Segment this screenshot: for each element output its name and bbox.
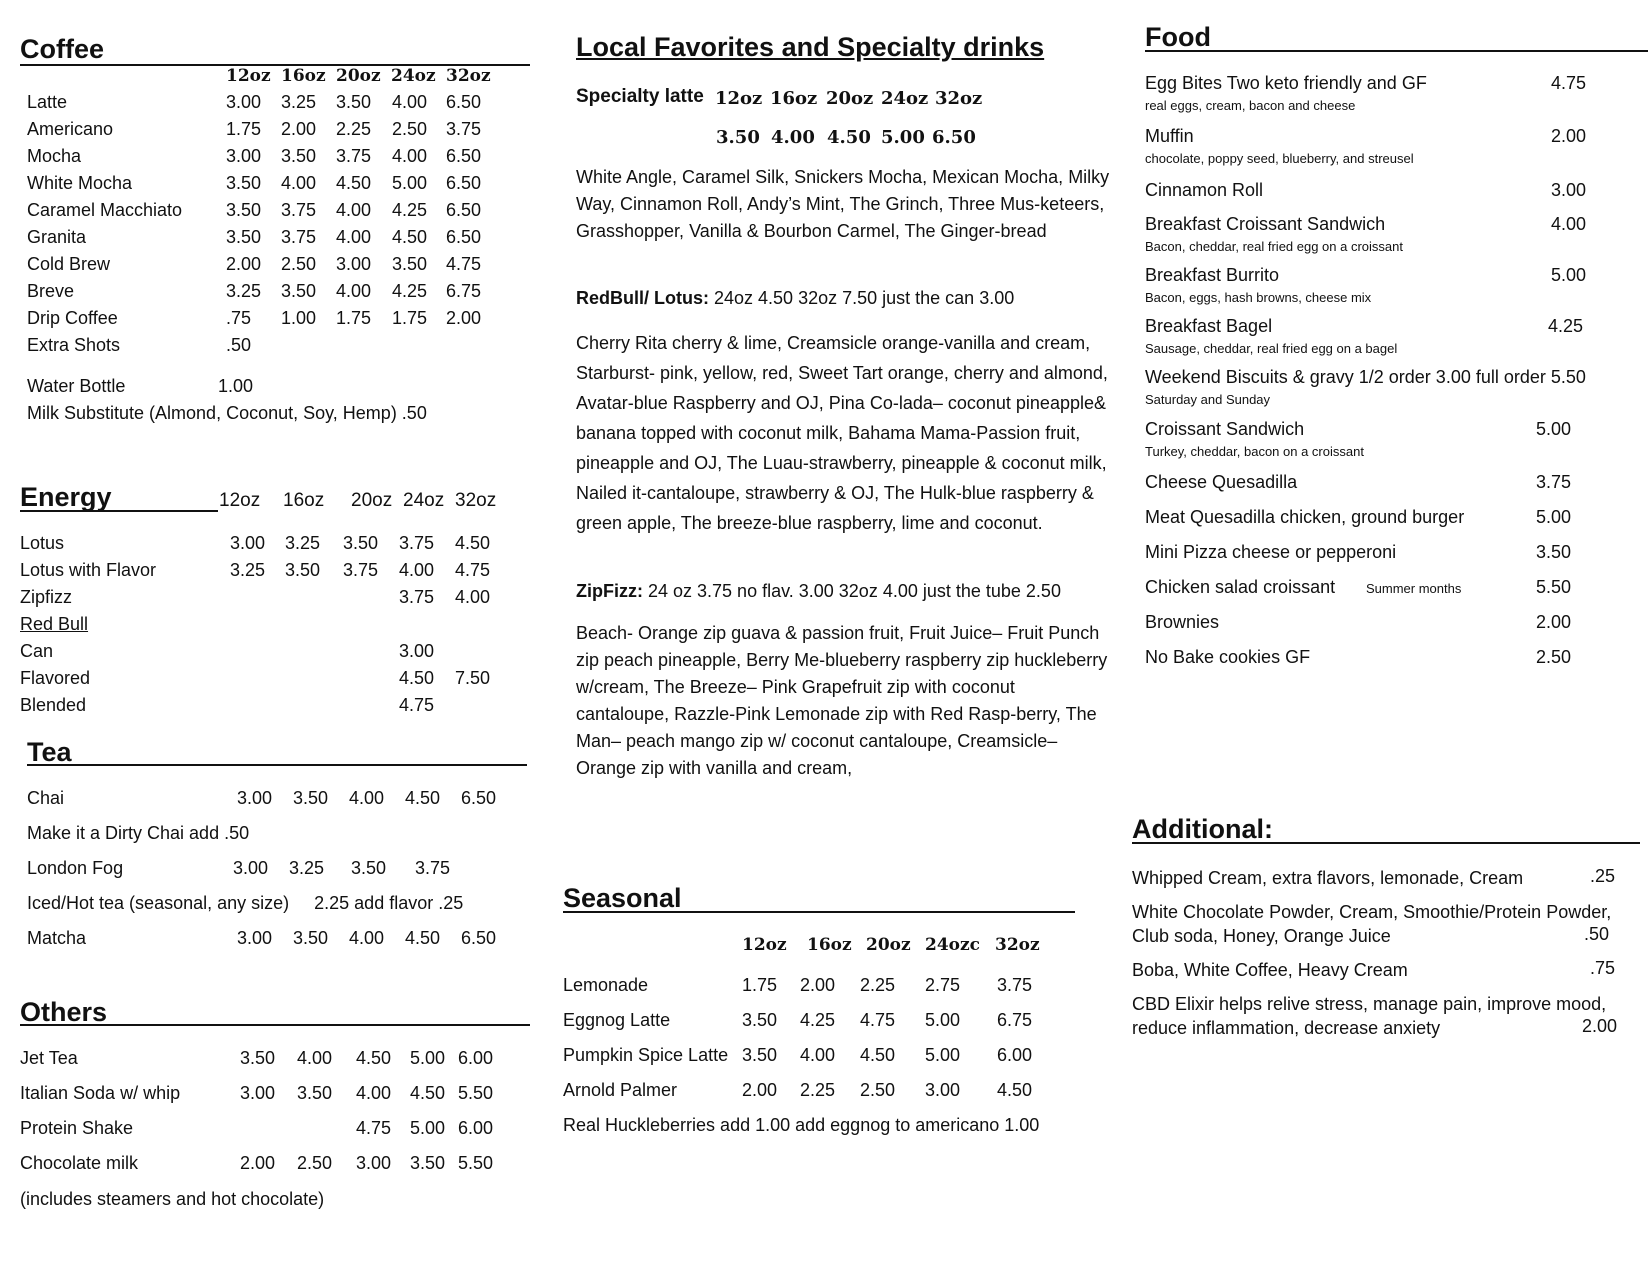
size-label: 16oz (770, 88, 818, 109)
price: 2.00 (742, 1080, 778, 1100)
item-name: Flavored (20, 668, 91, 688)
energy-rule (20, 510, 218, 512)
price: 2.00 (281, 119, 317, 139)
food-item-name: Muffin (1145, 126, 1194, 146)
size-label: 16oz (807, 935, 852, 955)
price: 4.50 (860, 1045, 896, 1065)
size-label: 20oz (351, 490, 393, 511)
size-label: 32oz (446, 66, 491, 86)
size-label: 24ozc (925, 935, 981, 955)
size-label: 12oz (715, 88, 763, 109)
additional-price: 2.00 (1582, 1016, 1618, 1036)
price: 6.50 (461, 928, 497, 948)
price: 3.25 (230, 560, 266, 580)
item-name: Caramel Macchiato (27, 200, 183, 220)
price: 2.75 (925, 975, 961, 995)
additional-price: .75 (1590, 958, 1616, 978)
price: 3.50 (226, 173, 262, 193)
item-name: Red Bull (20, 614, 89, 634)
price: 3.50 (226, 227, 262, 247)
food-item-note: Summer months (1366, 581, 1462, 596)
item-name: Lemonade (563, 975, 649, 995)
price: 4.25 (392, 281, 428, 301)
price: 3.50 (392, 254, 428, 274)
price: 3.75 (281, 227, 317, 247)
food-item-price: 5.00 (1536, 419, 1572, 439)
price: 4.50 (392, 227, 428, 247)
price: 4.00 (336, 200, 372, 220)
price: 4.00 (771, 127, 815, 148)
price: 3.50 (226, 200, 262, 220)
size-label: 24oz (403, 490, 445, 511)
price: 4.75 (446, 254, 482, 274)
price: 4.00 (349, 788, 385, 808)
tea-rule (27, 764, 527, 766)
food-item-price: 4.75 (1551, 73, 1587, 93)
price: 3.50 (281, 146, 317, 166)
food-item-name: Chicken salad croissant (1145, 577, 1336, 597)
food-heading: Food (1145, 22, 1211, 52)
others-heading: Others (20, 997, 108, 1027)
price: 1.75 (226, 119, 262, 139)
item-name: Jet Tea (20, 1048, 78, 1068)
item-name: Matcha (27, 928, 87, 948)
price: 3.75 (399, 533, 435, 553)
price: 5.00 (410, 1118, 446, 1138)
price: 3.25 (281, 92, 317, 112)
price: 4.00 (297, 1048, 333, 1068)
item-name: Americano (27, 119, 114, 139)
food-item-name: Brownies (1145, 612, 1220, 632)
price: 4.50 (405, 928, 441, 948)
price: 3.00 (237, 928, 273, 948)
price: 4.00 (349, 928, 385, 948)
price: 4.50 (356, 1048, 392, 1068)
item-name: White Mocha (27, 173, 133, 193)
price: 3.00 (240, 1083, 276, 1103)
price: 4.75 (399, 695, 435, 715)
price: 3.00 (226, 92, 262, 112)
price: 3.00 (925, 1080, 961, 1100)
price: 3.00 (230, 533, 266, 553)
price: 1.75 (336, 308, 372, 328)
price: 4.75 (356, 1118, 392, 1138)
price: 3.00 (336, 254, 372, 274)
price: 5.00 (925, 1010, 961, 1030)
price: 4.50 (410, 1083, 446, 1103)
food-item-name: Meat Quesadilla chicken, ground burger (1145, 507, 1465, 527)
price: 3.25 (289, 858, 325, 878)
price: 2.25 (800, 1080, 836, 1100)
price: 3.00 (233, 858, 269, 878)
size-label: 12oz (742, 935, 787, 955)
size-label: 20oz (866, 935, 911, 955)
price: 6.50 (446, 227, 482, 247)
zipfizz-label: ZipFizz: (576, 581, 643, 601)
price: 5.00 (392, 173, 428, 193)
price: 3.75 (343, 560, 379, 580)
price: .50 (226, 335, 252, 355)
price: 2.00 (240, 1153, 276, 1173)
redbull-line (576, 288, 1014, 309)
price: 4.00 (281, 173, 317, 193)
size-label: 24oz (391, 66, 436, 86)
food-item-price: 3.00 (1551, 180, 1587, 200)
price: 3.25 (226, 281, 262, 301)
price: 4.75 (860, 1010, 896, 1030)
size-label: 32oz (455, 490, 497, 511)
price: 6.50 (461, 788, 497, 808)
food-item-desc: Saturday and Sunday (1145, 392, 1271, 407)
price: 3.50 (716, 127, 760, 148)
milk-substitute: Milk Substitute (Almond, Coconut, Soy, Hemp) .50 (27, 403, 427, 423)
food-item-price: 2.50 (1536, 647, 1572, 667)
additional-text: CBD Elixir helps relive stress, manage pain, improve mood, reduce inflammation, decrease anxiety (1132, 994, 1607, 1038)
additional-heading: Additional: (1132, 814, 1273, 844)
item-name: Chai (27, 788, 65, 808)
price: 4.50 (336, 173, 372, 193)
price: 7.50 (455, 668, 491, 688)
coffee-heading: Coffee (20, 34, 105, 64)
price: 3.00 (226, 146, 262, 166)
food-item-price: 2.00 (1551, 126, 1587, 146)
food-item-price: 5.50 (1536, 577, 1572, 597)
energy-heading: Energy (20, 482, 112, 512)
local-heading: Local Favorites and Specialty drinks (576, 32, 1045, 62)
food-item-name: Breakfast Bagel (1145, 316, 1273, 336)
food-item-price: 5.00 (1536, 507, 1572, 527)
item-name: Blended (20, 695, 87, 715)
price: 6.00 (458, 1118, 494, 1138)
price: 4.50 (997, 1080, 1033, 1100)
food-item-name: Egg Bites Two keto friendly and GF (1145, 73, 1427, 93)
price: 4.00 (336, 281, 372, 301)
size-label: 24oz (881, 88, 929, 109)
item-name: Arnold Palmer (563, 1080, 678, 1100)
price: 3.25 (285, 533, 321, 553)
price: 4.50 (399, 668, 435, 688)
price: 2.50 (297, 1153, 333, 1173)
food-item-desc: Bacon, cheddar, real fried egg on a croissant (1145, 239, 1403, 254)
food-item-desc: real eggs, cream, bacon and cheese (1145, 98, 1356, 113)
price: 2.50 (281, 254, 317, 274)
price: 3.50 (336, 92, 372, 112)
others-rule (20, 1024, 530, 1026)
price: 3.75 (281, 200, 317, 220)
food-item-name: Cinnamon Roll (1145, 180, 1264, 200)
price: 3.50 (293, 928, 329, 948)
item-name: Can (20, 641, 54, 661)
price: 2.00 (226, 254, 262, 274)
additional-price: .50 (1584, 924, 1610, 944)
price: 3.00 (399, 641, 435, 661)
price: 3.50 (351, 858, 387, 878)
price: 6.75 (997, 1010, 1033, 1030)
price: 5.50 (458, 1083, 494, 1103)
additional-text: White Chocolate Powder, Cream, Smoothie/Protein Powder, Club soda, Honey, Orange Juice (1132, 902, 1612, 946)
price: 3.00 (356, 1153, 392, 1173)
additional-text: Whipped Cream, extra flavors, lemonade, Cream (1132, 868, 1524, 888)
price: 6.50 (446, 146, 482, 166)
water-bottle-price: 1.00 (218, 376, 254, 396)
price: 4.00 (399, 560, 435, 580)
price: 4.50 (827, 127, 871, 148)
additional-item (1132, 866, 1642, 890)
price: 1.75 (392, 308, 428, 328)
food-item-price: 2.00 (1536, 612, 1572, 632)
additional-item (1132, 992, 1642, 1040)
price: 3.50 (285, 560, 321, 580)
price: 2.50 (392, 119, 428, 139)
item-name: Zipfizz (20, 587, 73, 607)
food-item-desc: Bacon, eggs, hash browns, cheese mix (1145, 290, 1372, 305)
price: 3.75 (336, 146, 372, 166)
item-name: Mocha (27, 146, 82, 166)
price: 3.50 (410, 1153, 446, 1173)
item-name: London Fog (27, 858, 124, 878)
item-name: Cold Brew (27, 254, 111, 274)
price: 4.00 (336, 227, 372, 247)
food-rule (1145, 50, 1648, 52)
dirty-chai-note: Make it a Dirty Chai add .50 (27, 823, 250, 843)
price: 6.00 (997, 1045, 1033, 1065)
price: 6.00 (458, 1048, 494, 1068)
size-label: 16oz (281, 66, 326, 86)
price: 2.00 (446, 308, 482, 328)
food-item-name: Cheese Quesadilla (1145, 472, 1298, 492)
price: 4.00 (392, 92, 428, 112)
price: 5.00 (881, 127, 925, 148)
item-name: Chocolate milk (20, 1153, 139, 1173)
price: 6.50 (446, 173, 482, 193)
size-label: 20oz (826, 88, 874, 109)
price: 3.50 (297, 1083, 333, 1103)
price: 6.50 (446, 200, 482, 220)
price: 5.00 (925, 1045, 961, 1065)
price: 1.00 (281, 308, 317, 328)
price: .75 (226, 308, 252, 328)
tea-heading: Tea (27, 737, 72, 767)
iced-tea-note: Iced/Hot tea (seasonal, any size) 2.25 add flavor .25 (27, 893, 464, 913)
size-label: 20oz (336, 66, 381, 86)
redbull-flavors: Cherry Rita cherry & lime, Creamsicle orange-vanilla and cream, Starburst- pink, yellow, red, Sweet Tart orange, cherry and almond, Avatar-blue Raspberry and OJ, Pina Co-lada– coconut pineapple& banana topped with coconut milk, Bahama Mama-Passion fruit, pineapple and OJ, The Luau-strawberry, pineapple & coconut milk, Nailed it-cantaloupe, strawberry & OJ, The Hulk-blue raspberry & green apple, The breeze-blue raspberry, lime and coconut. (576, 333, 1108, 533)
price: 4.25 (800, 1010, 836, 1030)
price: 5.50 (458, 1153, 494, 1173)
price: 3.75 (399, 587, 435, 607)
food-item-name: Croissant Sandwich (1145, 419, 1305, 439)
price: 3.75 (446, 119, 482, 139)
item-name: Granita (27, 227, 87, 247)
item-name: Eggnog Latte (563, 1010, 671, 1030)
size-label: 12oz (226, 66, 271, 86)
specialty-latte-label: Specialty latte (576, 86, 704, 107)
food-item-price: 3.50 (1536, 542, 1572, 562)
item-name: Pumpkin Spice Latte (563, 1045, 729, 1065)
price: 2.25 (860, 975, 896, 995)
price: 2.50 (860, 1080, 896, 1100)
food-item-name: No Bake cookies GF (1145, 647, 1311, 667)
price: 3.50 (281, 281, 317, 301)
price: 5.00 (410, 1048, 446, 1068)
item-name: Extra Shots (27, 335, 121, 355)
price: 3.50 (343, 533, 379, 553)
price: 3.00 (237, 788, 273, 808)
seasonal-heading: Seasonal (563, 883, 682, 913)
food-item-desc: Sausage, cheddar, real fried egg on a bagel (1145, 341, 1398, 356)
price: 4.50 (455, 533, 491, 553)
price: 4.75 (455, 560, 491, 580)
item-name: Lotus with Flavor (20, 560, 157, 580)
seasonal-note: Real Huckleberries add 1.00 add eggnog to americano 1.00 (563, 1115, 1040, 1135)
water-bottle-label: Water Bottle (27, 376, 126, 396)
food-item-desc: chocolate, poppy seed, blueberry, and streusel (1145, 151, 1414, 166)
additional-price: .25 (1590, 866, 1616, 886)
food-item-name: Mini Pizza cheese or pepperoni (1145, 542, 1397, 562)
size-label: 32oz (995, 935, 1040, 955)
food-item-price: 3.75 (1536, 472, 1572, 492)
additional-rule (1132, 842, 1640, 844)
size-label: 32oz (935, 88, 983, 109)
specialty-flavors: White Angle, Caramel Silk, Snickers Mocha, Mexican Mocha, Milky Way, Cinnamon Roll, Andy’s Mint, The Grinch, Three Mus-keteers, Grasshopper, Vanilla & Bourbon Carmel, The Ginger-bread (576, 167, 1110, 241)
food-item-price: 4.25 (1548, 316, 1584, 336)
others-note: (includes steamers and hot chocolate) (20, 1189, 325, 1209)
additional-item (1132, 900, 1642, 948)
price: 4.00 (356, 1083, 392, 1103)
item-name: Drip Coffee (27, 308, 118, 328)
item-name: Latte (27, 92, 68, 112)
size-label: 16oz (283, 490, 325, 511)
item-name: Italian Soda w/ whip (20, 1083, 181, 1103)
price: 3.50 (293, 788, 329, 808)
price: 4.50 (405, 788, 441, 808)
redbull-label: RedBull/ Lotus: (576, 288, 709, 308)
food-item-name: Breakfast Burrito (1145, 265, 1280, 285)
price: 3.50 (240, 1048, 276, 1068)
food-item-desc: Turkey, cheddar, bacon on a croissant (1145, 444, 1364, 459)
price: 6.50 (446, 92, 482, 112)
price: 1.75 (742, 975, 778, 995)
zipfizz-flavors: Beach- Orange zip guava & passion fruit, Fruit Juice– Fruit Punch zip peach pineapple, Berry Me-blueberry raspberry zip huckleberry w/cream, The Breeze– Pink Grapefruit zip with coconut cantaloupe, Razzle-Pink Lemonade zip with Red Rasp-berry, The Man– peach mango zip w/ coconut cantaloupe, Creamsicle– Orange zip with vanilla and cream, (576, 623, 1108, 778)
seasonal-rule (563, 911, 1075, 913)
zipfizz-prices: 24 oz 3.75 no flav. 3.00 32oz 4.00 just the tube 2.50 (642, 581, 1061, 601)
redbull-prices: 24oz 4.50 32oz 7.50 just the can 3.00 (709, 288, 1015, 308)
item-name: Lotus (20, 533, 65, 553)
price: 6.75 (446, 281, 482, 301)
food-item-price: 4.00 (1551, 214, 1587, 234)
price: 2.25 (336, 119, 372, 139)
food-item-name: Breakfast Croissant Sandwich (1145, 214, 1386, 234)
price: 2.00 (800, 975, 836, 995)
size-label: 12oz (219, 490, 261, 511)
additional-item (1132, 958, 1642, 982)
zipfizz-line (576, 581, 1061, 602)
price: 3.75 (997, 975, 1033, 995)
price: 3.75 (415, 858, 451, 878)
price: 4.00 (392, 146, 428, 166)
price: 6.50 (932, 127, 976, 148)
price: 3.50 (742, 1045, 778, 1065)
price: 4.00 (800, 1045, 836, 1065)
additional-text: Boba, White Coffee, Heavy Cream (1132, 960, 1408, 980)
item-name: Protein Shake (20, 1118, 134, 1138)
food-item-price: 5.00 (1551, 265, 1587, 285)
price: 4.25 (392, 200, 428, 220)
item-name: Breve (27, 281, 75, 301)
food-item-name: Weekend Biscuits & gravy 1/2 order 3.00 full order 5.50 (1145, 367, 1586, 387)
price: 3.50 (742, 1010, 778, 1030)
price: 4.00 (455, 587, 491, 607)
